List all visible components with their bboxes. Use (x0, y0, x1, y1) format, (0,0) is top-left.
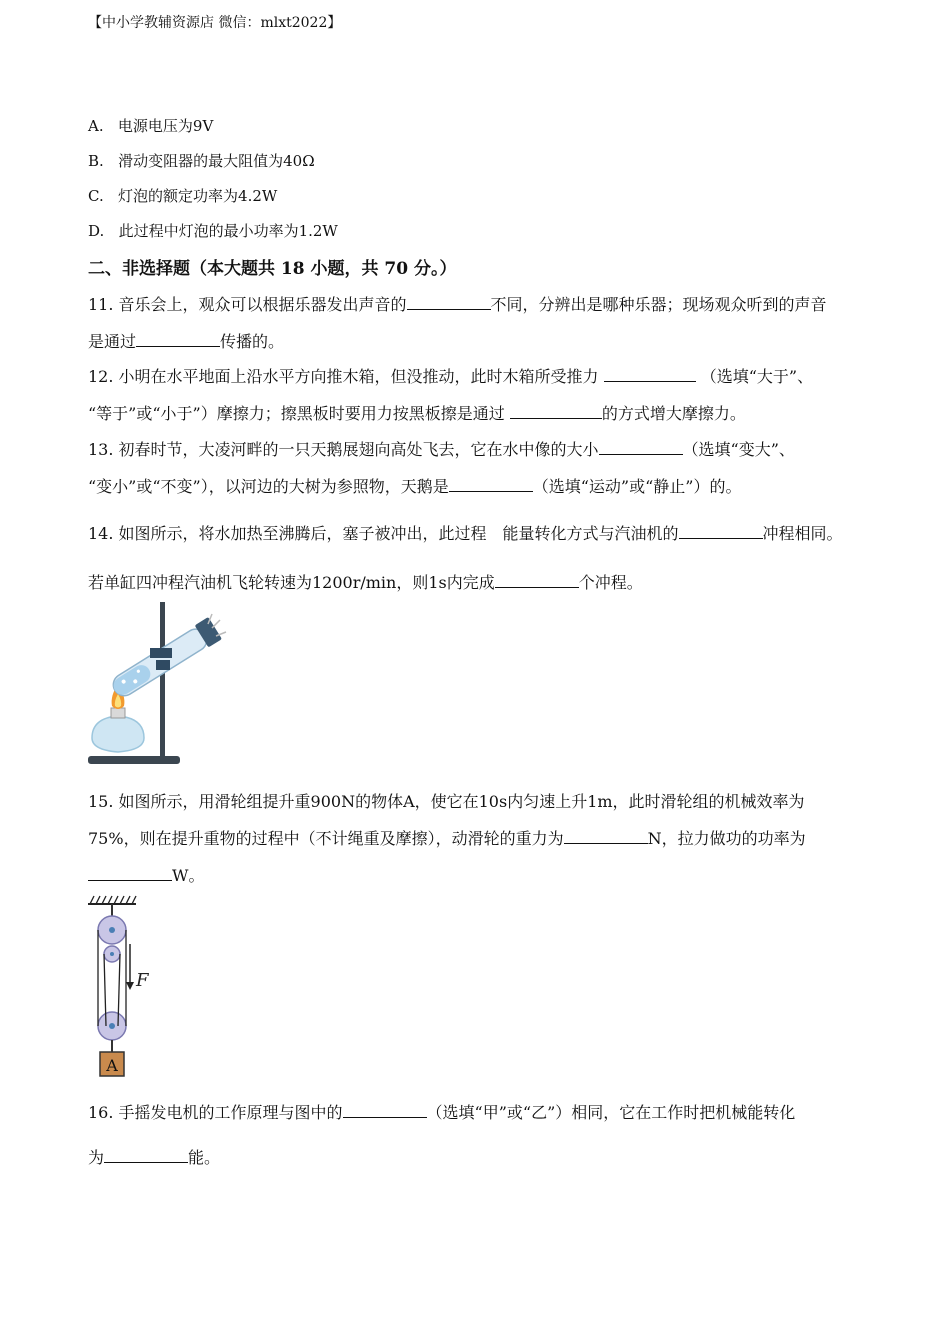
object-label: A (106, 1056, 118, 1075)
q13-text-c: “变小”或“不变”），以河边的大树为参照物，天鹅是 (88, 477, 449, 496)
option-a (88, 115, 213, 136)
option-d (88, 220, 338, 241)
question-11-line-2 (88, 329, 284, 352)
question-13-line-2 (88, 474, 741, 497)
q14-blank-2[interactable] (495, 573, 579, 588)
q12-text-a: 12. 小明在水平地面上沿水平方向推木箱，但没推动，此时木箱所受推力 (88, 367, 599, 386)
q16-text-d: 能。 (188, 1148, 221, 1167)
q15-text-a: 15. 如图所示，用滑轮组提升重900N的物体A，使它在10s内匀速上升1m，此时滑轮组的机械效率为 (88, 792, 805, 811)
q12-text-d: 的方式增大摩擦力。 (601, 404, 746, 423)
q14-text-d: 个冲程。 (578, 573, 643, 592)
q11-text-a: 11. 音乐会上，观众可以根据乐器发出声音的 (88, 295, 407, 314)
question-15-line-1 (88, 789, 805, 812)
q15-text-d: W。 (172, 866, 205, 885)
q16-text-a: 16. 手摇发电机的工作原理与图中的 (88, 1103, 343, 1122)
q11-text-b: 不同，分辨出是哪种乐器；现场观众听到的声音 (490, 295, 827, 314)
q13-text-d: （选填“运动”或“静止”）的。 (532, 477, 742, 496)
page-header: 【中小学教辅资源店 微信：mlxt2022】 (88, 15, 342, 31)
question-15-line-2 (88, 826, 806, 849)
alcohol-lamp-icon (92, 716, 144, 752)
ceiling-hatch (90, 896, 136, 904)
q13-blank-1[interactable] (599, 440, 683, 455)
question-12-line-1 (88, 364, 813, 387)
q16-blank-1[interactable] (343, 1103, 427, 1118)
option-text: 滑动变阻器的最大阻值为40Ω (118, 152, 315, 170)
q12-blank-1[interactable] (604, 367, 696, 382)
section-title: 二、非选择题（本大题共 18 小题，共 70 分。） (88, 259, 457, 279)
q14-text-c: 若单缸四冲程汽油机飞轮转速为1200r/min，则1s内完成 (88, 573, 495, 592)
question-11-line-1 (88, 292, 827, 315)
option-label: B. (88, 152, 104, 170)
option-b (88, 150, 315, 171)
q11-text-c: 是通过 (88, 332, 137, 351)
lamp-cap (111, 708, 125, 718)
option-c (88, 185, 277, 206)
q12-text-c: “等于”或“小于”）摩擦力；擦黑板时要用力按黑板擦是通过 (88, 404, 505, 423)
question-14-line-2 (88, 570, 643, 593)
q11-blank-2[interactable] (136, 332, 220, 347)
q13-text-a: 13. 初春时节，大凌河畔的一只天鹅展翅向高处飞去，它在水中像的大小 (88, 440, 599, 459)
question-12-line-2 (88, 401, 746, 424)
clamp-icon (156, 660, 170, 670)
q14-blank-1[interactable] (679, 524, 763, 539)
q16-text-b: （选填“甲”或“乙”）相同，它在工作时把机械能转化 (426, 1103, 796, 1122)
force-arrow-head (126, 982, 134, 990)
question-15-line-3 (88, 863, 204, 886)
question-16-line-2 (88, 1145, 220, 1168)
q16-blank-2[interactable] (104, 1148, 188, 1163)
q13-text-b: （选填“变大”、 (682, 440, 795, 459)
q15-blank-1[interactable] (564, 829, 648, 844)
q14-text-a: 14. 如图所示，将水加热至沸腾后，塞子被冲出，此过程 能量转化方式与汽油机的 (88, 524, 679, 543)
option-text: 电源电压为9V (117, 117, 214, 135)
boiling-tube-figure (84, 598, 234, 768)
q14-text-b: 冲程相同。 (762, 524, 843, 543)
q12-text-b: （选填“大于”、 (700, 367, 814, 386)
option-label: D. (88, 222, 105, 240)
option-text: 灯泡的额定功率为4.2W (118, 187, 278, 205)
option-text: 此过程中灯泡的最小功率为1.2W (118, 222, 338, 240)
q16-text-c: 为 (88, 1148, 105, 1167)
force-label: F (136, 970, 149, 991)
q11-text-d: 传播的。 (220, 332, 285, 351)
stand-rod (160, 602, 165, 762)
q15-text-c: N，拉力做功的功率为 (647, 829, 806, 848)
q15-text-b: 75%，则在提升重物的过程中（不计绳重及摩擦），动滑轮的重力为 (88, 829, 564, 848)
q15-blank-2[interactable] (88, 866, 172, 881)
stand-base (88, 756, 180, 764)
clamp-icon (150, 648, 172, 658)
test-tube-icon (108, 617, 222, 702)
pulley-figure (84, 892, 164, 1082)
q13-blank-2[interactable] (449, 477, 533, 492)
option-label: A. (88, 117, 104, 135)
option-label: C. (88, 187, 104, 205)
q12-blank-2[interactable] (510, 404, 602, 419)
q11-blank-1[interactable] (407, 295, 491, 310)
question-13-line-1 (88, 437, 795, 460)
question-16-line-1 (88, 1100, 795, 1123)
question-14-line-1 (88, 521, 843, 544)
